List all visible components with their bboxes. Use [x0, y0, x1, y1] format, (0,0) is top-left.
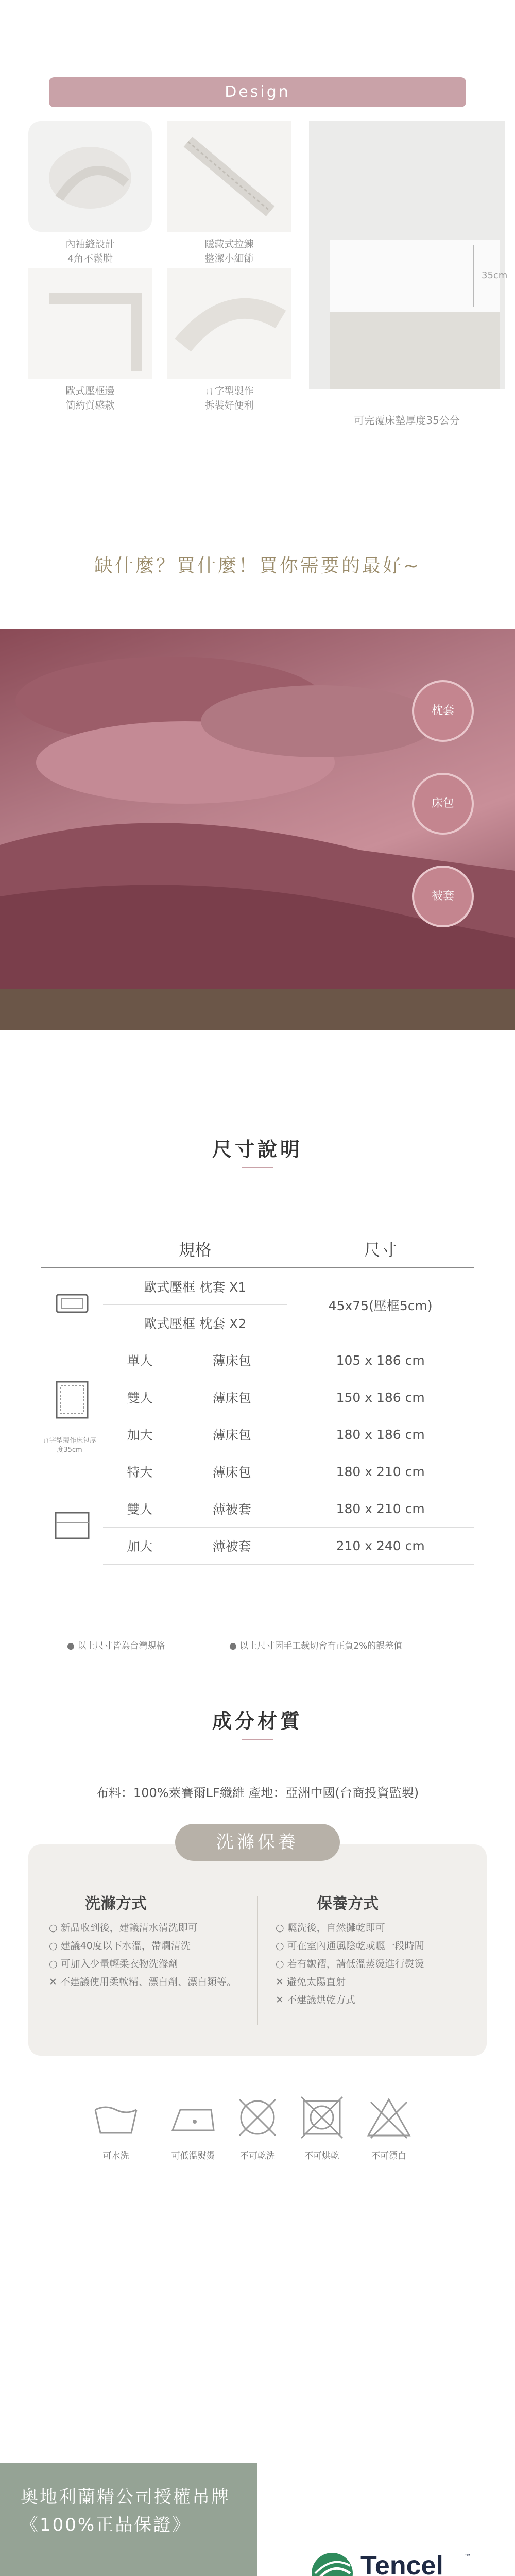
- wash-care-box: [28, 1844, 487, 2056]
- chip-duvet-cover: 被套: [412, 866, 474, 927]
- fitted-sheet-icon: [41, 1342, 103, 1490]
- frame-edge-icon: [28, 268, 152, 379]
- design-tile-u-shape: [167, 268, 291, 413]
- header-icon: [41, 1231, 103, 1267]
- size-cell: 105 x 186 cm: [287, 1342, 474, 1379]
- table-row: [41, 1527, 474, 1564]
- chip-fitted-sheet: 床包: [412, 773, 474, 835]
- tile-caption-line2: 拆裝好便利: [204, 400, 254, 411]
- spec-cell: 歐式壓框 枕套 X2: [103, 1304, 287, 1342]
- size-table: [41, 1231, 474, 1565]
- frame-photo: [28, 268, 152, 379]
- tencel-tm: ™: [464, 2552, 472, 2562]
- care-item-text: 曬洗後，自然攤乾即可: [287, 1922, 385, 1934]
- washable-icon: [88, 2092, 144, 2143]
- care-caption: 不可乾洗: [240, 2151, 275, 2161]
- type-cell: 薄被套: [177, 1490, 287, 1527]
- list-item: ○ 可加入少量輕柔衣物洗滌劑: [49, 1958, 178, 1970]
- type-cell: 薄床包: [177, 1342, 287, 1379]
- design-tile-inner-sleeve: [28, 121, 152, 266]
- pillowcase-icon: [41, 1267, 103, 1342]
- tencel-leaf-icon: [309, 2550, 355, 2576]
- care-item-text: 若有皺褶，請低溫蒸燙進行熨燙: [287, 1958, 424, 1970]
- design-section: [0, 0, 515, 520]
- no-dryclean-icon: [229, 2092, 286, 2143]
- title-underline: [242, 1167, 273, 1168]
- chip-pillowcase: 枕套: [412, 680, 474, 742]
- tencel-wordmark: Tencel: [360, 2551, 443, 2576]
- kind-cell: 特大: [103, 1453, 177, 1490]
- tile-caption-line1: 歐式壓框邊: [65, 385, 115, 397]
- wash-banner: 洗滌保養: [175, 1824, 340, 1861]
- size-note-left: ● 以上尺寸皆為台灣規格: [67, 1641, 165, 1651]
- list-item: ○ 曬洗後，自然攤乾即可: [276, 1922, 385, 1934]
- header-spec: 規格: [103, 1231, 287, 1267]
- type-cell: 薄床包: [177, 1379, 287, 1416]
- sleeve-corner-icon: [28, 121, 152, 232]
- care-caption: 可低溫熨燙: [171, 2151, 215, 2161]
- no-tumble-dry-icon: [294, 2092, 350, 2143]
- tencel-tag-panel: [0, 2463, 258, 2576]
- tencel-headline-2: 《100%正品保證》: [21, 2515, 192, 2535]
- table-row: [41, 1379, 474, 1416]
- list-item: ○ 新品收到後，建議清水清洗即可: [49, 1922, 198, 1934]
- table-row: [41, 1267, 474, 1304]
- size-cell: 210 x 240 cm: [287, 1527, 474, 1564]
- care-caption: 不可烘乾: [304, 2151, 339, 2161]
- care-item-text: 不建議烘乾方式: [286, 1994, 355, 2006]
- tencel-section: [0, 2463, 515, 2576]
- care-item-text: 避免太陽直射: [286, 1976, 346, 1988]
- tile-caption-line2: 簡約質感款: [65, 400, 115, 411]
- u-shape-photo: [167, 268, 291, 379]
- wash-item-text: 新品收到後，建議清水清洗即可: [60, 1922, 198, 1934]
- list-item: ✕ 避免太陽直射: [276, 1976, 346, 1988]
- title-underline: [242, 1739, 273, 1740]
- kind-cell: 加大: [103, 1416, 177, 1453]
- size-title: 尺寸說明: [212, 1138, 303, 1161]
- low-iron-icon: [165, 2092, 221, 2143]
- care-item-text: 可在室內通風陰乾或曬一段時間: [287, 1940, 424, 1952]
- zipper-icon: [167, 121, 291, 232]
- size-cell: 180 x 186 cm: [287, 1416, 474, 1453]
- size-cell: 180 x 210 cm: [287, 1490, 474, 1527]
- tile-caption-line2: 4角不鬆脫: [67, 253, 113, 264]
- kind-cell: 雙人: [103, 1490, 177, 1527]
- bedding-set-photo: [0, 629, 515, 1030]
- type-cell: 薄床包: [177, 1416, 287, 1453]
- u-shape-icon: [167, 268, 291, 379]
- list-item: ○ 可在室內通風陰乾或曬一段時間: [276, 1940, 424, 1952]
- tile-caption-line1: 隱藏式拉鍊: [204, 239, 254, 250]
- care-caption: 可水洗: [102, 2151, 129, 2161]
- size-cell: 45x75(壓框5cm): [287, 1267, 474, 1342]
- depth-label: 35cm: [482, 270, 508, 281]
- sleeve-photo: [28, 121, 152, 232]
- duvet-cover-icon: [41, 1490, 103, 1564]
- tile-caption-line2: 整潔小細節: [204, 253, 254, 264]
- fitted-sheet-photo: [309, 121, 508, 389]
- tile-caption-line1: 內袖縫設計: [65, 239, 115, 250]
- care-method-title: 保養方式: [317, 1895, 379, 1913]
- design-tile-zipper: [167, 121, 291, 266]
- wash-item-text: 不建議使用柔軟精、漂白劑、漂白類等。: [60, 1976, 236, 1988]
- kind-cell: 單人: [103, 1342, 177, 1379]
- wash-item-text: 可加入少量輕柔衣物洗滌劑: [60, 1958, 178, 1970]
- size-cell: 150 x 186 cm: [287, 1379, 474, 1416]
- table-row: [41, 1490, 474, 1527]
- kind-cell: 雙人: [103, 1379, 177, 1416]
- design-banner: Design: [49, 77, 466, 107]
- tile-caption-line1: ㄇ字型製作: [204, 385, 254, 397]
- list-item: ✕ 不建議使用柔軟精、漂白劑、漂白類等。: [49, 1976, 236, 1988]
- type-cell: 薄被套: [177, 1527, 287, 1564]
- kind-cell: 加大: [103, 1527, 177, 1564]
- material-title: 成分材質: [212, 1710, 303, 1733]
- wash-item-text: 建議40度以下水溫，帶爛清洗: [60, 1940, 191, 1952]
- list-item: ✕ 不建議烘乾方式: [276, 1994, 355, 2006]
- list-item: ○ 建議40度以下水溫，帶爛清洗: [49, 1940, 191, 1952]
- choice-section: [0, 520, 515, 1103]
- size-section: [0, 1103, 515, 1685]
- list-item: ○ 若有皺褶，請低溫蒸燙進行熨燙: [276, 1958, 424, 1970]
- choice-title: 缺什麼？買什麼！買你需要的最好~: [94, 555, 421, 577]
- design-tile-frame: [28, 268, 152, 413]
- no-bleach-icon: [360, 2092, 417, 2143]
- sheet-icon-note: ㄇ字型製作床包厚度35cm: [42, 1437, 96, 1454]
- size-note-right-text: 以上尺寸因手工裁切會有正負2%的誤差值: [239, 1641, 403, 1651]
- table-row: [41, 1416, 474, 1453]
- care-list: [276, 1919, 482, 2009]
- tencel-headline-1: 奧地利蘭精公司授權吊牌: [21, 2487, 230, 2507]
- spec-cell: 歐式壓框 枕套 X1: [103, 1267, 287, 1304]
- zipper-photo: [167, 121, 291, 232]
- fitted-sheet-illustration: [309, 121, 508, 389]
- wash-method-title: 洗滌方式: [85, 1895, 147, 1913]
- table-header: [41, 1231, 474, 1267]
- care-caption: 不可漂白: [371, 2151, 406, 2161]
- material-line: 布料：100%萊賽爾LF纖維 產地：亞洲中國(台商投資監製): [96, 1786, 419, 1800]
- table-row: [41, 1453, 474, 1490]
- size-cell: 180 x 210 cm: [287, 1453, 474, 1490]
- size-note-right: ● 以上尺寸因手工裁切會有正負2%的誤差值: [229, 1641, 403, 1651]
- tencel-logo: [309, 2540, 484, 2576]
- material-section: [0, 1685, 515, 2463]
- wash-list: [49, 1919, 255, 1991]
- table-row: [41, 1342, 474, 1379]
- header-size: 尺寸: [287, 1231, 474, 1267]
- type-cell: 薄床包: [177, 1453, 287, 1490]
- fitted-sheet-caption: 可完覆床墊厚度35公分: [354, 414, 460, 427]
- size-note-left-text: 以上尺寸皆為台灣規格: [77, 1641, 165, 1651]
